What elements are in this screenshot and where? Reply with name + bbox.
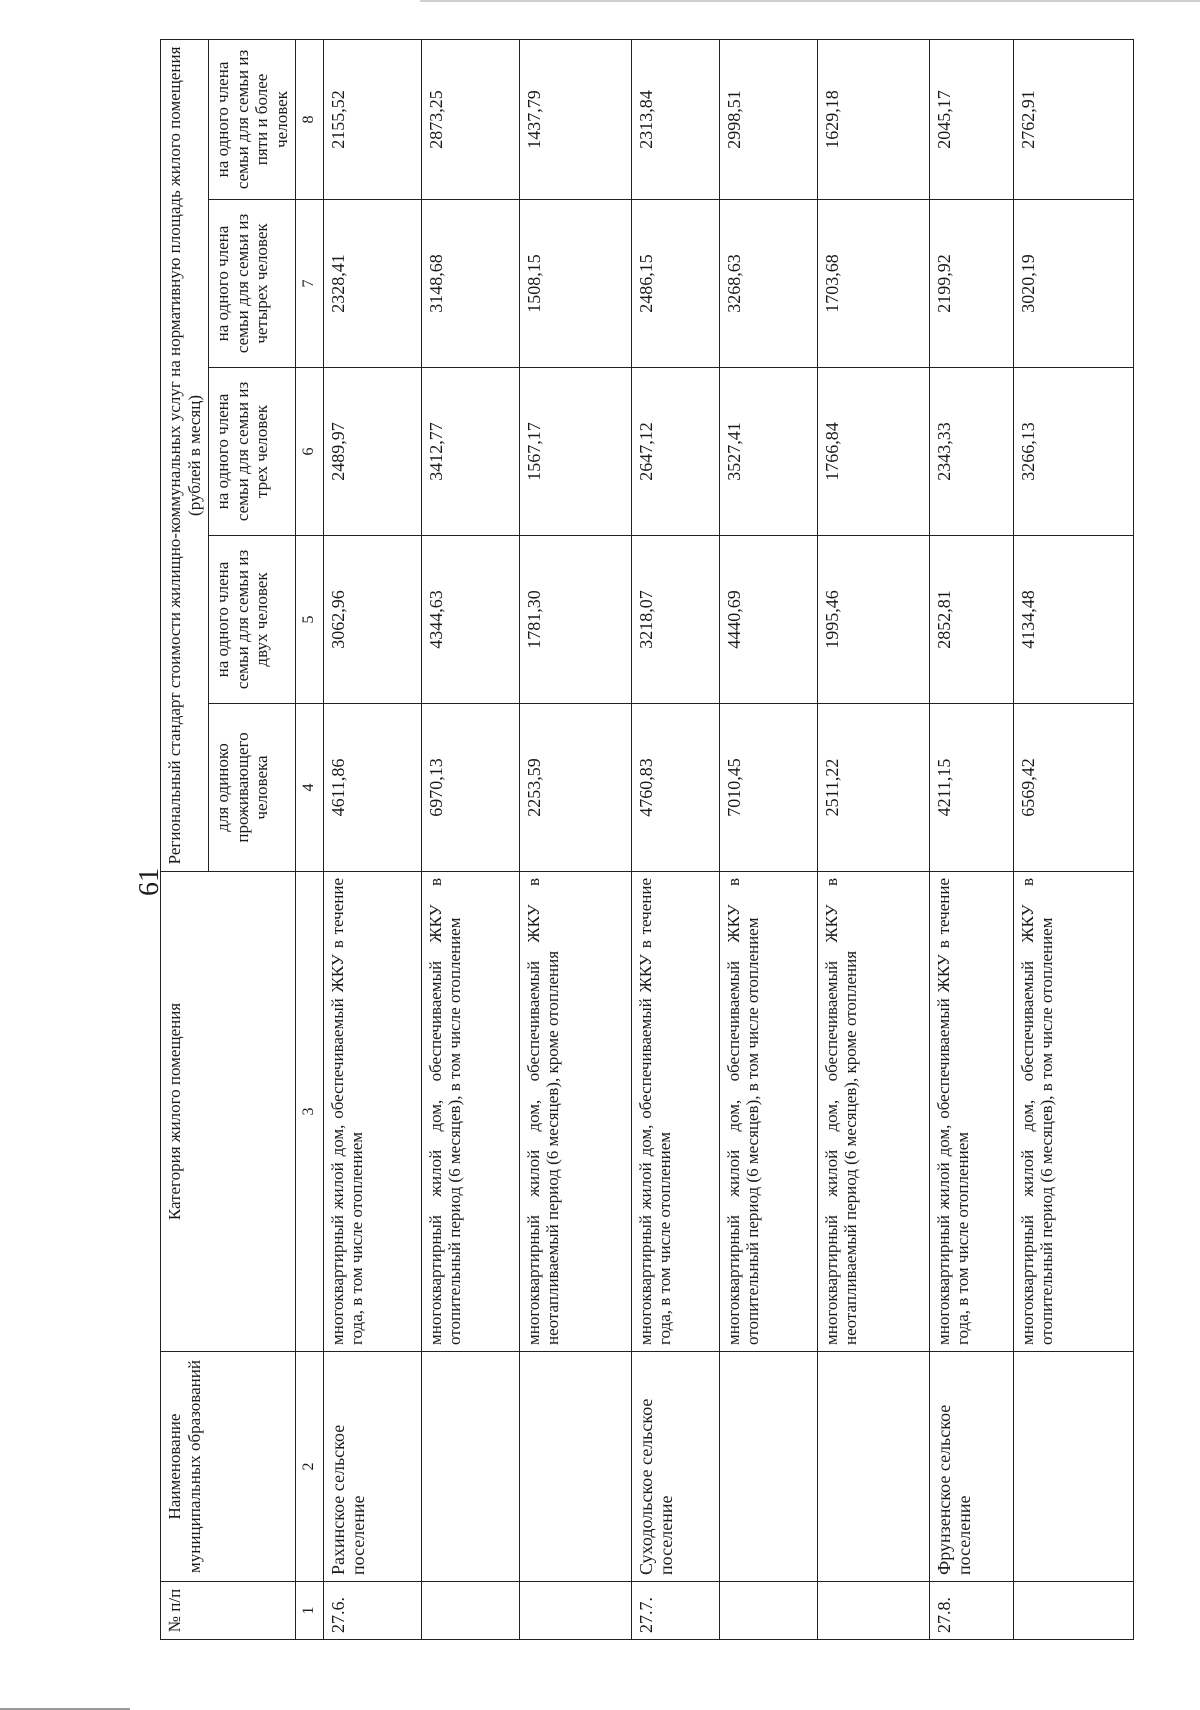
row-number bbox=[421, 1582, 519, 1640]
table-row bbox=[719, 39, 817, 1639]
cost-value: 2489,97 bbox=[323, 368, 421, 536]
cost-value: 1703,68 bbox=[817, 200, 929, 368]
cost-value: 3412,77 bbox=[421, 368, 519, 536]
housing-category: многоквартирный жилой дом, обеспечиваемый ЖКУ в неотапливаемый период (6 месяцев), кроме отопления bbox=[519, 872, 631, 1352]
cost-value: 3020,19 bbox=[1013, 200, 1133, 368]
table-row bbox=[1013, 39, 1133, 1639]
header-sub-2: на одного члена семьи для семьи из двух человек bbox=[209, 536, 296, 704]
cost-value: 2511,22 bbox=[817, 704, 929, 872]
municipality-name: Рахинское сельское поселение bbox=[323, 1352, 421, 1582]
cost-value: 1781,30 bbox=[519, 536, 631, 704]
municipality-name bbox=[519, 1352, 631, 1582]
housing-category: многоквартирный жилой дом, обеспечиваемый ЖКУ в течение года, в том числе отоплением bbox=[323, 872, 421, 1352]
table-row bbox=[817, 39, 929, 1639]
cost-value: 4344,63 bbox=[421, 536, 519, 704]
cost-value: 2313,84 bbox=[631, 39, 719, 199]
column-number: 2 bbox=[296, 1352, 323, 1582]
cost-value: 2852,81 bbox=[929, 536, 1013, 704]
cost-value: 2045,17 bbox=[929, 39, 1013, 199]
row-number: 27.7. bbox=[631, 1582, 719, 1640]
municipality-name: Суходольское сельское поселение bbox=[631, 1352, 719, 1582]
cost-value: 2199,92 bbox=[929, 200, 1013, 368]
cost-value: 2253,59 bbox=[519, 704, 631, 872]
header-num: № п/п bbox=[161, 1582, 296, 1640]
cost-value: 1437,79 bbox=[519, 39, 631, 199]
column-number: 8 bbox=[296, 39, 323, 199]
municipality-name bbox=[719, 1352, 817, 1582]
header-sub-4: на одного члена семьи для семьи из четырех человек bbox=[209, 200, 296, 368]
municipality-name bbox=[421, 1352, 519, 1582]
cost-value: 3266,13 bbox=[1013, 368, 1133, 536]
row-number bbox=[519, 1582, 631, 1640]
column-number: 5 bbox=[296, 536, 323, 704]
housing-category: многоквартирный жилой дом, обеспечиваемый ЖКУ в течение года, в том числе отоплением bbox=[929, 872, 1013, 1352]
cost-value: 3062,96 bbox=[323, 536, 421, 704]
cost-value: 2762,91 bbox=[1013, 39, 1133, 199]
row-number: 27.6. bbox=[323, 1582, 421, 1640]
cost-value: 3527,41 bbox=[719, 368, 817, 536]
cost-value: 1995,46 bbox=[817, 536, 929, 704]
row-number: 27.8. bbox=[929, 1582, 1013, 1640]
housing-category: многоквартирный жилой дом, обеспечиваемый ЖКУ в неотапливаемый период (6 месяцев), кроме отопления bbox=[817, 872, 929, 1352]
row-number bbox=[1013, 1582, 1133, 1640]
table-row bbox=[519, 39, 631, 1639]
rotated-table-container bbox=[160, 40, 1200, 1640]
page-number: 61 bbox=[134, 868, 165, 896]
cost-value: 4760,83 bbox=[631, 704, 719, 872]
cost-value: 3268,63 bbox=[719, 200, 817, 368]
cost-value: 4211,15 bbox=[929, 704, 1013, 872]
cost-value: 2647,12 bbox=[631, 368, 719, 536]
cost-value: 4440,69 bbox=[719, 536, 817, 704]
header-sub-1: для одиноко проживающего человека bbox=[209, 704, 296, 872]
header-sub-5: на одного члена семьи для семьи из пяти и более человек bbox=[209, 39, 296, 199]
row-number bbox=[817, 1582, 929, 1640]
cost-value: 1567,17 bbox=[519, 368, 631, 536]
cost-value: 1629,18 bbox=[817, 39, 929, 199]
cost-value: 2998,51 bbox=[719, 39, 817, 199]
cost-value: 1508,15 bbox=[519, 200, 631, 368]
column-number: 4 bbox=[296, 704, 323, 872]
cost-value: 3148,68 bbox=[421, 200, 519, 368]
housing-category: многоквартирный жилой дом, обеспечиваемый ЖКУ в течение года, в том числе отоплением bbox=[631, 872, 719, 1352]
column-number: 7 bbox=[296, 200, 323, 368]
cost-value: 2328,41 bbox=[323, 200, 421, 368]
column-number: 3 bbox=[296, 872, 323, 1352]
table-row bbox=[929, 39, 1013, 1639]
cost-value: 3218,07 bbox=[631, 536, 719, 704]
cost-value: 2873,25 bbox=[421, 39, 519, 199]
cost-value: 2155,52 bbox=[323, 39, 421, 199]
cost-value: 1766,84 bbox=[817, 368, 929, 536]
column-number: 1 bbox=[296, 1582, 323, 1640]
row-number bbox=[719, 1582, 817, 1640]
cost-value: 4611,86 bbox=[323, 704, 421, 872]
housing-category: многоквартирный жилой дом, обеспечиваемый ЖКУ в отопительный период (6 месяцев), в том числе отоплением bbox=[1013, 872, 1133, 1352]
cost-value: 7010,45 bbox=[719, 704, 817, 872]
housing-category: многоквартирный жилой дом, обеспечиваемый ЖКУ в отопительный период (6 месяцев), в том числе отоплением bbox=[719, 872, 817, 1352]
cost-value: 2486,15 bbox=[631, 200, 719, 368]
cost-value: 4134,48 bbox=[1013, 536, 1133, 704]
table-row bbox=[323, 39, 421, 1639]
header-standard: Региональный стандарт стоимости жилищно-коммунальных услуг на нормативную площадь жилого помещения (рублей в месяц) bbox=[161, 39, 209, 871]
municipality-name bbox=[1013, 1352, 1133, 1582]
column-number: 6 bbox=[296, 368, 323, 536]
cost-value: 2343,33 bbox=[929, 368, 1013, 536]
scan-artifact-top bbox=[420, 0, 1200, 2]
municipality-name bbox=[817, 1352, 929, 1582]
header-mo-name: Наименование муниципальных образований bbox=[161, 1352, 296, 1582]
housing-cost-table bbox=[160, 39, 1134, 1640]
table-row bbox=[631, 39, 719, 1639]
housing-category: многоквартирный жилой дом, обеспечиваемый ЖКУ в отопительный период (6 месяцев), в том числе отоплением bbox=[421, 872, 519, 1352]
cost-value: 6970,13 bbox=[421, 704, 519, 872]
table-row bbox=[421, 39, 519, 1639]
header-sub-3: на одного члена семьи для семьи из трех человек bbox=[209, 368, 296, 536]
header-category: Категория жилого помещения bbox=[161, 872, 296, 1352]
cost-value: 6569,42 bbox=[1013, 704, 1133, 872]
table-body bbox=[323, 39, 1133, 1639]
municipality-name: Фрунзенское сельское поселение bbox=[929, 1352, 1013, 1582]
